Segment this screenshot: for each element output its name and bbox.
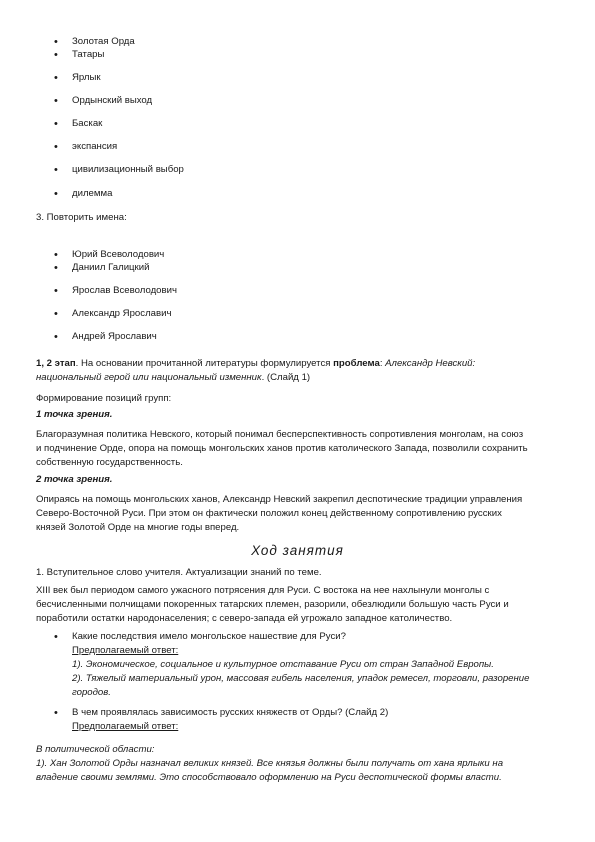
- problem-colon: :: [379, 358, 386, 369]
- answer-line: городов.: [72, 687, 111, 698]
- lesson-heading: Ход занятия: [251, 543, 344, 558]
- list-item-term: дилемма: [72, 188, 113, 199]
- view1-line: и подчинение Орде, опора на помощь монгольских ханов против католического Запада, позволили сохранить: [36, 443, 528, 454]
- political-line: 1). Хан Золотой Орды назначал великих князей. Все князья должны были получать от хана ярлыки на: [36, 758, 504, 769]
- problem-word: проблема: [333, 358, 380, 369]
- bullet-marker: •: [54, 262, 58, 274]
- context-line: поработили остатки народонаселения; с северо-запада ей угрожало западное католичество.: [36, 613, 453, 624]
- list-item-name: Юрий Всеволодович: [72, 249, 165, 260]
- list-item-term: Татары: [72, 49, 105, 60]
- bullet-marker: •: [54, 285, 58, 297]
- view1-line: собственную государственность.: [36, 457, 183, 468]
- answer-line: 2). Тяжелый материальный урон, массовая гибель населения, упадок ремесел, торговли, разорение: [72, 673, 530, 684]
- bullet-marker: •: [54, 331, 58, 343]
- problem-text-line1: Александр Невский:: [385, 358, 476, 369]
- view1-paragraph: [36, 428, 556, 470]
- question-2-block: [72, 706, 542, 734]
- question-1: Какие последствия имело монгольское нашествие для Руси?: [72, 631, 346, 642]
- view2-line: князей Золотой Орде на многие годы вперед.: [36, 522, 240, 533]
- bullet-marker: •: [54, 118, 58, 130]
- problem-text-line2: национальный герой или национальный изменник: [36, 372, 262, 383]
- bullet-marker: •: [54, 141, 58, 153]
- stage-label: 1, 2 этап: [36, 358, 76, 369]
- list-item-name: Александр Ярославич: [72, 308, 172, 319]
- view2-paragraph: [36, 493, 556, 535]
- view2-title: 2 точка зрения.: [36, 474, 113, 485]
- bullet-marker: •: [54, 95, 58, 107]
- view2-line: Северо-Восточной Руси. При этом он фактически положил конец действенному сопротивлению русских: [36, 508, 502, 519]
- list-item-term: Ордынский выход: [72, 95, 153, 106]
- list-item-name: Ярослав Всеволодович: [72, 285, 177, 296]
- view1-line: Благоразумная политика Невского, который понимал бесперспективность сопротивления монголам, на союз: [36, 429, 524, 440]
- answer-label: Предполагаемый ответ:: [72, 721, 179, 732]
- answer-label: Предполагаемый ответ:: [72, 645, 179, 656]
- view2-line: Опираясь на помощь монгольских ханов, Александр Невский закрепил деспотические традиции управления: [36, 494, 523, 505]
- bullet-marker: •: [54, 308, 58, 320]
- bullet-marker: •: [54, 72, 58, 84]
- problem-paragraph: [36, 357, 556, 385]
- bullet-marker: •: [54, 249, 58, 261]
- political-heading: В политической области:: [36, 744, 155, 755]
- context-paragraph: [36, 584, 556, 626]
- answer-line: 1). Экономическое, социальное и культурное отставание Руси от стран Западной Европы.: [72, 659, 494, 670]
- view1-title: 1 точка зрения.: [36, 409, 113, 420]
- bullet-marker: •: [54, 188, 58, 200]
- bullet-marker: •: [54, 707, 58, 719]
- bullet-marker: •: [54, 164, 58, 176]
- context-line: бесчисленными полчищами покоренных татарских племен, разорили, обезлюдили большую часть Руси и: [36, 599, 509, 610]
- names-heading: 3. Повторить имена:: [36, 212, 127, 223]
- political-line: владение своими землями. Это способствовало оформлению на Руси деспотической формы власти.: [36, 772, 502, 783]
- groups-heading: Формирование позиций групп:: [36, 393, 172, 404]
- list-item-term: цивилизационный выбор: [72, 164, 184, 175]
- list-item-name: Даниил Галицкий: [72, 262, 150, 273]
- political-block: [36, 743, 556, 785]
- question-2: В чем проявлялась зависимость русских княжеств от Орды? (Слайд 2): [72, 707, 389, 718]
- bullet-marker: •: [54, 631, 58, 643]
- list-item-term: экспансия: [72, 141, 118, 152]
- problem-slide: . (Слайд 1): [261, 372, 311, 383]
- bullet-marker: •: [54, 49, 58, 61]
- problem-lead: . На основании прочитанной литературы формулируется: [75, 358, 334, 369]
- bullet-marker: •: [54, 36, 58, 48]
- list-item-term: Баскак: [72, 118, 103, 129]
- context-line: XIII век был периодом самого ужасного потрясения для Руси. С востока на нее нахлынули монголы с: [36, 585, 490, 596]
- list-item-term: Ярлык: [72, 72, 101, 83]
- list-item-term: Золотая Орда: [72, 36, 135, 47]
- list-item-name: Андрей Ярославич: [72, 331, 157, 342]
- question-1-block: [72, 630, 542, 700]
- intro-line: 1. Вступительное слово учителя. Актуализации знаний по теме.: [36, 567, 322, 578]
